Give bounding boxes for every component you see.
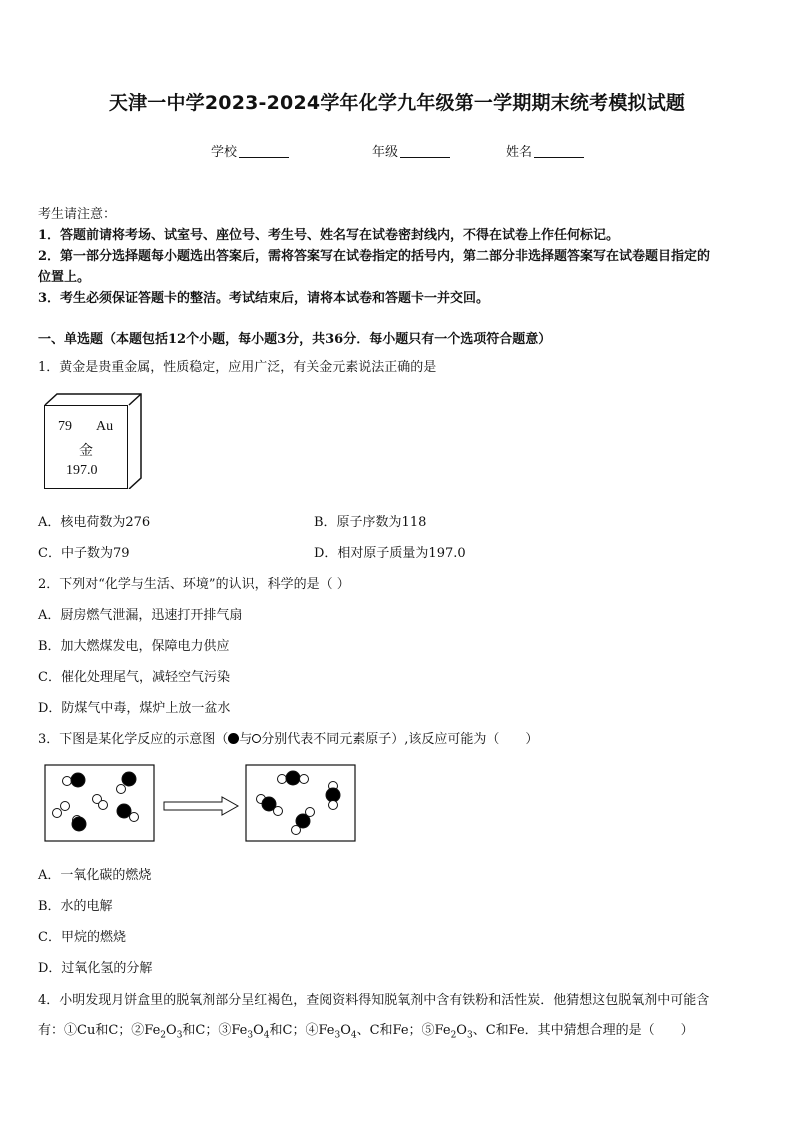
section-heading: 一、单选题（本题包括12个小题，每小题3分，共36分．每小题只有一个选项符合题意） [38,332,552,347]
q3-option-b: B．水的电解 [38,899,113,914]
q4-text: O [166,1023,177,1038]
q4-text: 有：①Cu和C；②Fe [38,1023,161,1038]
name-label: 姓名 [506,145,533,160]
grade-blank [400,145,450,158]
element-name: 金 [79,444,93,459]
notice-item: 1．答题前请将考场、试室号、座位号、考生号、姓名写在试卷密封线内，不得在试卷上作任何标记。 [38,228,620,243]
q3-stem-part: 3．下图是某化学反应的示意图（ [38,732,229,747]
question-4-stem: 4．小明发现月饼盒里的脱氧剂部分呈红褐色，查阅资料得知脱氧剂中含有铁粉和活性炭．他猜想这包脱氧剂中可能含 [38,993,710,1008]
notice-item: 位置上。 [38,270,91,285]
grade-field [372,141,450,160]
subscript: 3 [334,1030,341,1041]
q4-text: O [253,1023,264,1038]
q3-option-a: A．一氧化碳的燃烧 [38,868,152,883]
q2-option-b: B．加大燃煤发电，保障电力供应 [38,639,230,654]
notice-heading: 考生请注意： [38,207,117,222]
school-label: 学校 [211,145,238,160]
q1-option-c: C．中子数为79 [38,546,130,561]
question-1-stem: 1．黄金是贵重金属，性质稳定，应用广泛，有关金元素说法正确的是 [38,360,437,375]
q2-option-c: C．催化处理尾气，减轻空气污染 [38,670,230,685]
q2-option-d: D．防煤气中毒，煤炉上放一盆水 [38,701,231,716]
name-blank [534,145,584,158]
notice-item: 3．考生必须保证答题卡的整洁。考试结束后，请将本试卷和答题卡一并交回。 [38,291,490,306]
subscript: 3 [176,1030,183,1041]
atomic-mass: 197.0 [66,463,98,478]
grade-label: 年级 [372,145,399,160]
q2-option-a: A．厨房燃气泄漏，迅速打开排气扇 [38,608,243,623]
q1-option-d: D．相对原子质量为197.0 [314,546,466,561]
school-field [211,141,289,160]
page-title: 天津一中学2023-2024学年化学九年级第一学期期末统考模拟试题 [108,92,686,114]
white-atom-icon [252,734,261,743]
name-field [506,141,584,160]
atomic-number: 79 [58,419,72,434]
product-molecules [257,771,341,835]
subscript: 4 [263,1030,270,1041]
subscript: 4 [350,1030,357,1041]
subscript: 2 [160,1030,167,1041]
q4-text: O [456,1023,467,1038]
question-4-stem-line2 [38,1019,694,1041]
q4-text: 和C；③Fe [182,1023,248,1038]
q4-text: O [340,1023,351,1038]
notice-item: 2．第一部分选择题每小题选出答案后，需将答案写在试卷指定的括号内，第二部分非选择题答案写在试卷题目指定的 [38,249,711,264]
q3-stem-part: 分别代表不同元素原子）,该反应可能为（ ） [261,732,539,747]
element-cell-figure [44,393,142,489]
q1-option-a: A．核电荷数为276 [38,515,151,530]
black-atom-icon [228,733,239,744]
q3-option-c: C．甲烷的燃烧 [38,930,126,945]
element-symbol: Au [96,419,114,434]
q4-text: 、C和Fe．其中猜想合理的是（ ） [472,1023,694,1038]
q3-option-d: D．过氧化氢的分解 [38,961,153,976]
question-3-stem [38,728,538,747]
reaction-diagram [40,760,360,846]
subscript: 3 [466,1030,473,1041]
subscript: 2 [450,1030,457,1041]
reactant-molecules [53,772,139,831]
q3-stem-part: 与 [239,732,253,747]
q4-text: 、C和Fe；⑤Fe [356,1023,451,1038]
q1-option-b: B．原子序数为118 [314,515,427,530]
arrow-icon [164,797,238,815]
subscript: 3 [247,1030,254,1041]
q4-text: 和C；④Fe [269,1023,335,1038]
question-2-stem: 2．下列对“化学与生活、环境”的认识，科学的是（ ） [38,577,350,592]
school-blank [239,145,289,158]
